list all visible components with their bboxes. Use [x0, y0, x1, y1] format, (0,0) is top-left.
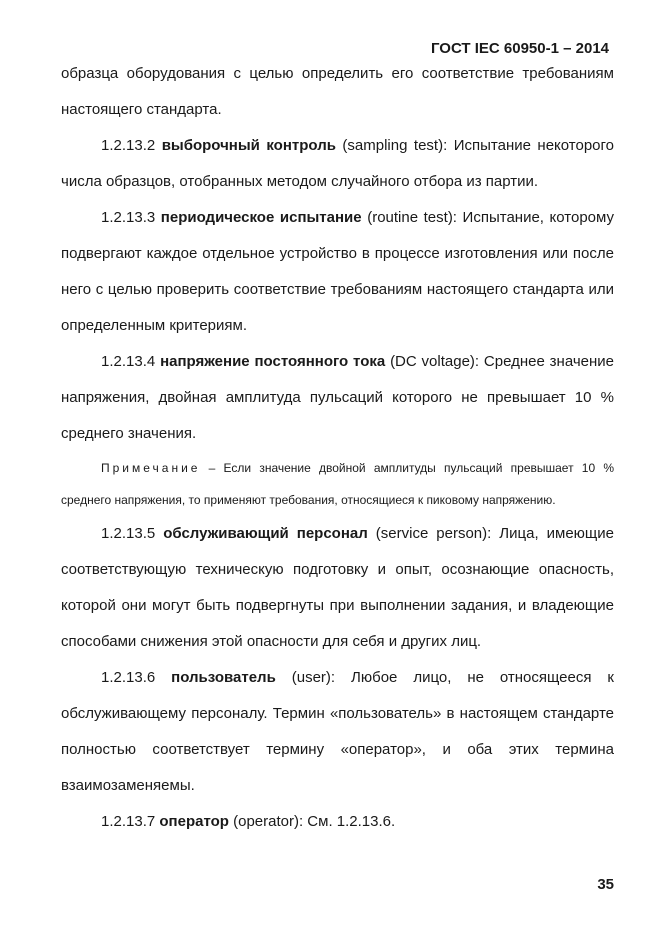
term-name: пользователь — [171, 669, 276, 686]
term-name: выборочный контроль — [161, 137, 336, 154]
term-name: напряжение постоянного тока — [160, 353, 386, 370]
definition-routine-test — [61, 200, 614, 344]
document-header: ГОСТ IEC 60950-1 – 2014 — [430, 40, 609, 57]
definition-text: (DC voltage): Среднее значение напряжения, двойная амплитуда пульсаций которого не превышает 10 % среднего значения. — [61, 353, 615, 442]
definition-operator — [61, 804, 614, 840]
clause-number: 1.2.13.3 — [101, 209, 156, 226]
term-name: оператор — [159, 813, 229, 830]
page-number: 35 — [597, 876, 614, 893]
note — [61, 452, 614, 516]
definition-text: (routine test): Испытание, которому подвергают каждое отдельное устройство в процессе изготовления или после него с целью проверить соответствие требованиям настоящего стандарта или определенным критериям. — [61, 209, 614, 334]
paragraph-continuation — [61, 56, 614, 128]
definition-sampling-test — [61, 128, 614, 200]
definition-text: (service person): Лица, имеющие соответствующую техническую подготовку и опыт, осознающие опасность, которой они могут быть подвергнуты при выполнении задания, и владеющие способами снижения этой опасности для себя и других лиц. — [61, 525, 614, 650]
definition-service-person — [61, 516, 614, 660]
clause-number: 1.2.13.7 — [101, 813, 156, 830]
document-body — [61, 56, 614, 840]
definition-text: (sampling test): Испытание некоторого числа образцов, отобранных методом случайного отбора из партии. — [61, 137, 614, 190]
clause-number: 1.2.13.5 — [101, 525, 156, 542]
definition-user — [61, 660, 614, 804]
note-text: – Если значение двойной амплитуды пульсаций превышает 10 % среднего напряжения, то применяют требования, относящиеся к пиковому напряжению. — [61, 461, 614, 507]
term-name: обслуживающий персонал — [163, 525, 368, 542]
definition-text: (user): Любое лицо, не относящееся к обслуживающему персоналу. Термин «пользователь» в настоящем стандарте полностью соответствует термину «оператор», и оба этих термина взаимозаменяемы. — [61, 669, 614, 794]
definition-text: (operator): См. 1.2.13.6. — [233, 813, 396, 830]
note-label: Примечание — [101, 461, 201, 475]
definition-dc-voltage — [61, 344, 614, 452]
clause-number: 1.2.13.4 — [101, 353, 156, 370]
term-name: периодическое испытание — [160, 209, 362, 226]
clause-number: 1.2.13.2 — [101, 137, 156, 154]
paragraph-text: образца оборудования с целью определить его соответствие требованиям настоящего стандарта. — [61, 65, 614, 118]
clause-number: 1.2.13.6 — [101, 669, 156, 686]
